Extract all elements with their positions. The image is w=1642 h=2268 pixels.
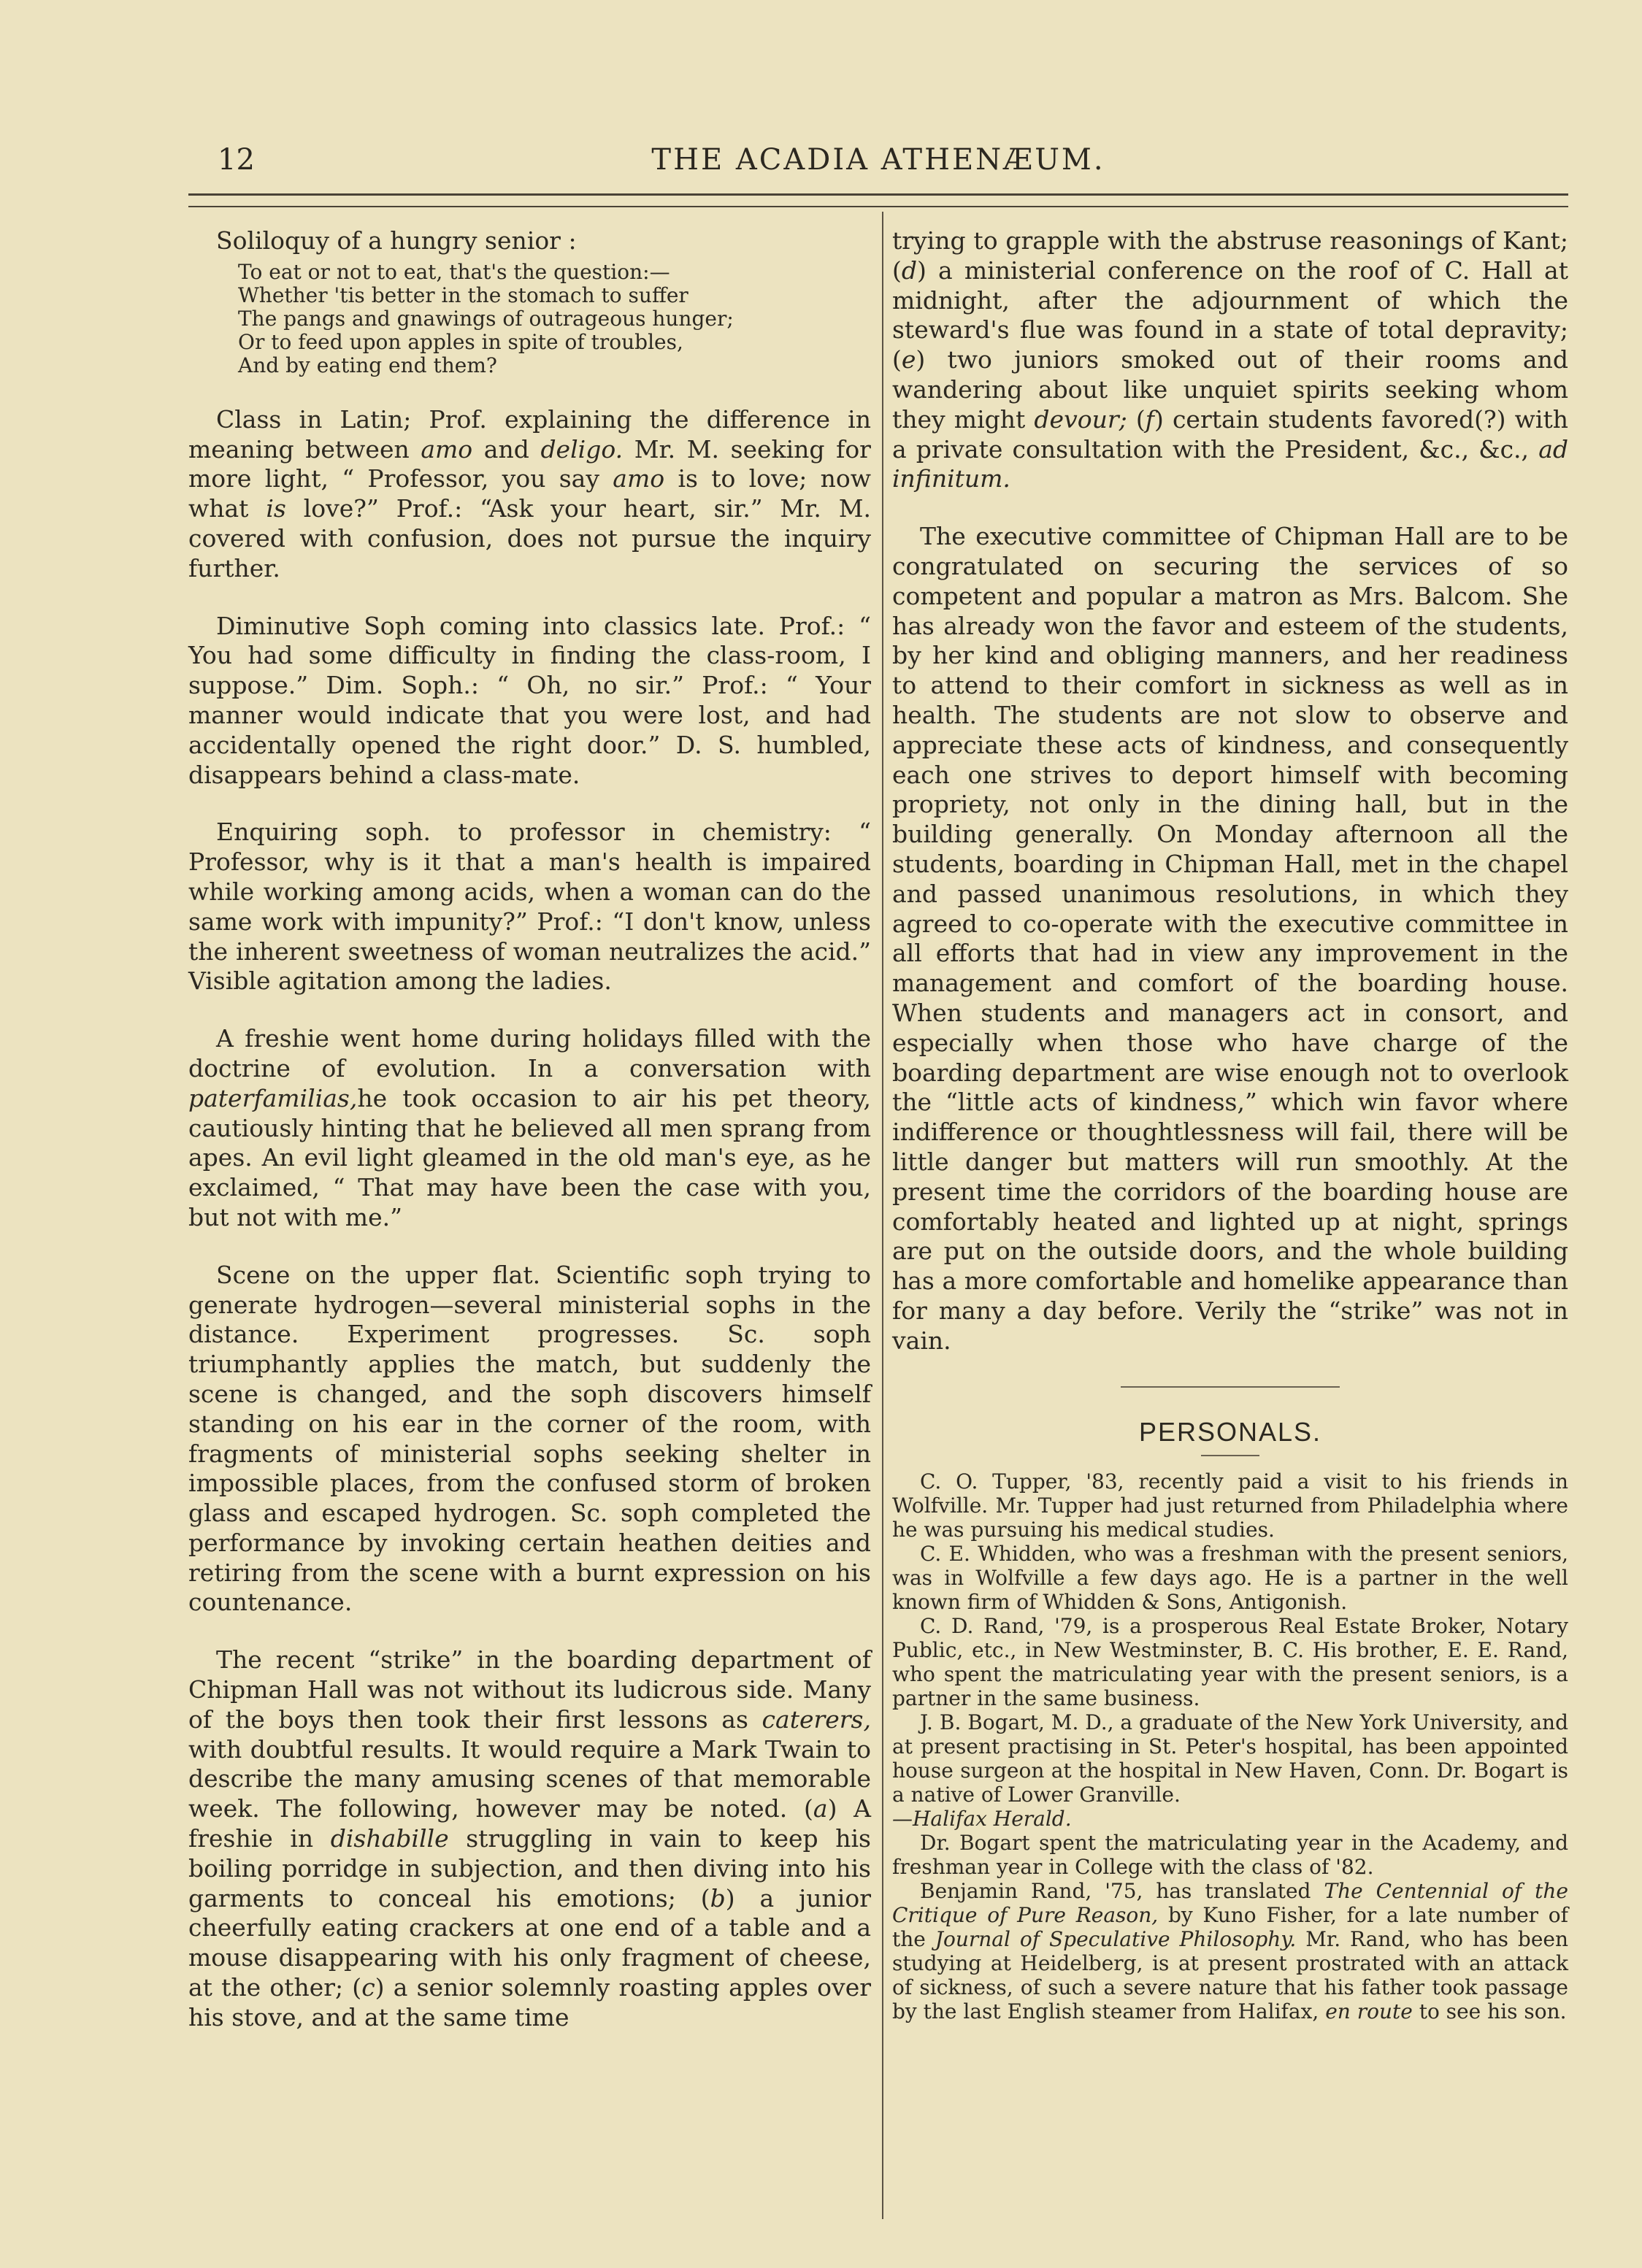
column-divider	[882, 212, 883, 2219]
personals-rule	[1201, 1455, 1259, 1456]
right-column	[892, 226, 1568, 2023]
section-rule	[1121, 1386, 1340, 1388]
scene-paragraph: Scene on the upper flat. Scientific soph trying to generate hydrogen—several ministerial sophs in the distance. Experiment progresses. Sc. soph triumphantly applies the match, but suddenly the scene is changed, and the soph discovers himself standing on his ear in the corner of the room, with fragments of ministerial sophs seeking shelter in impossible places, from the confused storm of broken glass and escaped hydrogen. Sc. soph completed the performance by invoking certain heathen deities and retiring from the scene with a burnt expression on his countenance.	[188, 1260, 871, 1617]
diminutive-paragraph: Diminutive Soph coming into classics late. Prof.: “ You had some difficulty in finding the class-room, I suppose.” Dim. Soph.: “ Oh, no sir.” Prof.: “ Your manner would indicate that you were lost, and had accidentally opened the right door.” D. S. humbled, disappears behind a class-mate.	[188, 611, 871, 789]
poem-line: The pangs and gnawings of outrageous hunger;	[238, 306, 734, 331]
continuation-paragraph: trying to grapple with the abstruse reasonings of Kant; (d) a ministerial conference on the roof of C. Hall at midnight, after the adjournment of which the steward's flue was found in a state of total depravity; (e) two juniors smoked out of their rooms and wandering about like unquiet spirits seeking whom they might devour; (f) certain students favored(?) with a private consultation with the President, &c., &c., ad infinitum.	[892, 226, 1568, 493]
enquiring-paragraph: Enquiring soph. to professor in chemistry: “ Professor, why is it that a man's health is impaired while working among acids, when a woman can do the same work with impunity?” Prof.: “I don't know, unless the inherent sweetness of woman neutralizes the acid.” Visible agitation among the ladies.	[188, 818, 871, 996]
freshie-paragraph: A freshie went home during holidays filled with the doctrine of evolution. In a conversation with paterfamilias,he took occasion to air his pet theory, cautiously hinting that he believed all men sprang from apes. An evil light gleamed in the old man's eye, as he exclaimed, “ That may have been the case with you, but not with me.”	[188, 1024, 871, 1231]
page-title: THE ACADIA ATHENÆUM.	[651, 143, 1105, 177]
personals-list	[892, 1469, 1568, 2023]
personal-item: J. B. Bogart, M. D., a graduate of the New York University, and at present practising in St. Peter's hospital, has been appointed house surgeon at the hospital in New Haven, Conn. Dr. Bogart is a native of Lower Granville. —Halifax Herald.	[892, 1710, 1568, 1831]
poem-line: Whether 'tis better in the stomach to suffer	[238, 282, 688, 307]
strike-paragraph: The recent “strike” in the boarding department of Chipman Hall was not without its ludicrous side. Many of the boys then took their first lessons as caterers, with doubtful results. It would require a Mark Twain to describe the many amusing scenes of that memorable week. The following, however may be noted. (a) A freshie in dishabille struggling in vain to keep his boiling porridge in subjection, and then diving into his garments to conceal his emotions; (b) a junior cheerfully eating crackers at one end of a table and a mouse disappearing with his only fragment of cheese, at the other; (c) a senior solemnly roasting apples over his stove, and at the same time	[188, 1645, 871, 2031]
poem-line: And by eating end them?	[238, 353, 497, 377]
poem-line: Or to feed upon apples in spite of troubles,	[238, 329, 683, 354]
latin-paragraph: Class in Latin; Prof. explaining the difference in meaning between amo and deligo. Mr. M. seeking for more light, “ Professor, you say amo is to love; now what is love?” Prof.: “Ask your heart, sir.” Mr. M. covered with confusion, does not pursue the inquiry further.	[188, 404, 871, 583]
personal-item: Benjamin Rand, '75, has translated The Centennial of the Critique of Pure Reason, by Kuno Fisher, for a late number of the Journal of Speculative Philosophy. Mr. Rand, who has been studying at Heidelberg, is at present prostrated with an attack of sickness, of such a severe nature that his father took passage by the last English steamer from Halifax, en route to see his son.	[892, 1879, 1569, 2024]
page-number: 12	[218, 143, 255, 177]
personal-item: C. D. Rand, '79, is a prosperous Real Estate Broker, Notary Public, etc., in New Westminster, B. C. His brother, E. E. Rand, who spent the matriculating year with the present seniors, is a partner in the same business.	[892, 1614, 1568, 1711]
personal-item: Dr. Bogart spent the matriculating year in the Academy, and freshman year in College with the class of '82.	[892, 1831, 1568, 1880]
executive-paragraph: The executive committee of Chipman Hall are to be congratulated on securing the services of so competent and popular a matron as Mrs. Balcom. She has already won the favor and esteem of the students, by her kind and obliging manners, and her readiness to attend to their comfort in sickness as well as in health. The students are not slow to observe and appreciate these acts of kindness, and consequently each one strives to deport himself with becoming propriety, not only in the dining hall, but in the building generally. On Monday afternoon all the students, boarding in Chipman Hall, met in the chapel and passed unanimous resolutions, in which they agreed to co-operate with the executive committee in all efforts that had in view any improvement in the management and comfort of the boarding house. When students and managers act in consort, and especially when those who have charge of the boarding department are wise enough not to overlook the “little acts of kindness,” which win favor where indifference or thoughtlessness will fail, there will be little danger but matters will run smoothly. At the present time the corridors of the boarding house are comfortably heated and lighted up at night, springs are put on the outside doors, and the whole building has a more comfortable and homelike appearance than for many a day before. Verily the “strike” was not in vain.	[892, 522, 1568, 1355]
poem	[238, 261, 871, 377]
personal-item: C. E. Whidden, who was a freshman with the present seniors, was in Wolfville a few days ago. He is a partner in the well known firm of Whidden & Sons, Antigonish.	[892, 1542, 1568, 1615]
personal-item: C. O. Tupper, '83, recently paid a visit to his friends in Wolfville. Mr. Tupper had just returned from Philadelphia where he was pursuing his medical studies.	[892, 1469, 1568, 1542]
header-rule-thin	[188, 206, 1568, 207]
personals-heading: PERSONALS.	[1138, 1417, 1322, 1448]
soliloquy-heading: Soliloquy of a hungry senior :	[216, 226, 577, 255]
page-header	[188, 143, 1568, 187]
left-column	[188, 226, 871, 2033]
poem-line: To eat or not to eat, that's the question:—	[238, 259, 670, 284]
header-rule	[188, 193, 1568, 196]
